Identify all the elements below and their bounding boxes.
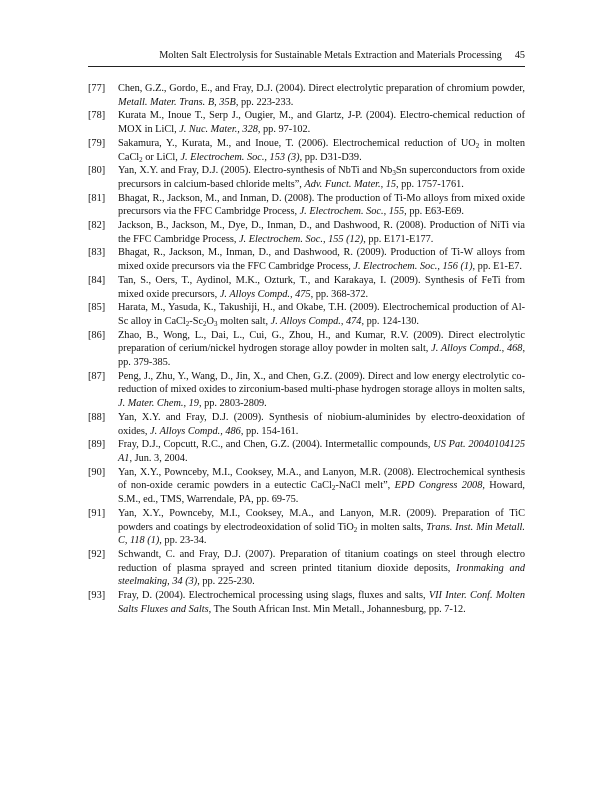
reference-item: [88, 438, 525, 465]
reference-label: [88]: [88, 411, 106, 423]
header-rule: [88, 66, 525, 67]
reference-text: Zhao, B., Wong, L., Dai, L., Cui, G., Zhou, H., and Kumar, R.V. (2009). Direct electrolytic preparation of cerium/nickel hydrogen storage alloy powder in molten salt, J. Alloys Compd., 468, pp. 379-385.: [118, 329, 526, 369]
reference-text: Schwandt, C. and Fray, D.J. (2007). Preparation of titanium coatings on steel through electro reduction of plasma sprayed and screen printed titanium dioxide deposits, Ironmaking and steelmaking, 34 (3), pp. 225-230.: [118, 548, 525, 588]
reference-text: Yan, X.Y. and Fray, D.J. (2005). Electro-synthesis of NbTi and $Nb_3Sn$ superconductors from oxide precursors in calcium-based chloride melts”, Adv. Funct. Mater., 15, pp. 1757-1761.: [118, 165, 526, 190]
reference-item: [88, 192, 525, 219]
reference-label: [87]: [88, 370, 106, 382]
reference-text: Fray, D.J., Copcutt, R.C., and Chen, G.Z. (2004). Intermetallic compounds, US Pat. 20040104125 A1, Jun. 3, 2004.: [118, 439, 525, 464]
reference-text: Harata, M., Yasuda, K., Takushiji, H., and Okabe, T.H. (2009). Electrochemical production of Al-Sc alloy in $CaCl_2-Sc_2O_3$ molten salt, J. Alloys Compd., 474, pp. 124-130.: [118, 302, 525, 328]
reference-label: [86]: [88, 329, 106, 341]
page-header: [88, 50, 525, 62]
reference-text: Chen, G.Z., Gordo, E., and Fray, D.J. (2004). Direct electrolytic preparation of chromium powder, Metall. Mater. Trans. B, 35B, pp. 223-233.: [118, 83, 525, 108]
reference-item: [88, 246, 525, 273]
reference-text: Sakamura, Y., Kurata, M., and Inoue, T. (2006). Electrochemical reduction of $UO_2$ in molten CaCl$_2$ or LiCl, J. Electrochem. Soc., 153 (3), pp. D31-D39.: [118, 137, 525, 164]
reference-item: [88, 137, 525, 164]
reference-text: Jackson, B., Jackson, M., Dye, D., Inman, D., and Dashwood, R. (2008). Production of NiTi via the FFC Cambridge Process, J. Electrochem. Soc., 155 (12), pp. E171-E177.: [118, 220, 525, 245]
reference-item: [88, 82, 525, 109]
reference-text: Yan, X.Y. and Fray, D.J. (2009). Synthesis of niobium-aluminides by electro-deoxidation of oxides, J. Alloys Compd., 486, pp. 154-161.: [118, 411, 525, 437]
reference-item: [88, 507, 525, 548]
reference-label: [93]: [88, 590, 106, 602]
reference-label: [82]: [88, 220, 106, 232]
reference-text: Yan, X.Y., Pownceby, M.I., Cooksey, M.A., and Lanyon, M.R. (2009). Preparation of TiC powders and coatings by electrodeoxidation of solid TiO$_2$ in molten salts, Trans. Inst. Min Metall. C, 118 (1), pp. 23-34.: [118, 507, 525, 547]
running-head-title: Molten Salt Electrolysis for Sustainable Metals Extraction and Materials Processing: [159, 50, 502, 61]
reference-text: Peng, J., Zhu, Y., Wang, D., Jin, X., and Chen, G.Z. (2009). Direct and low energy electrolytic co-reduction of mixed oxides to zirconium-based multi-phase hydrogen storage alloys in molten salts, J. Mater. Chem., 19, pp. 2803-2809.: [118, 370, 525, 410]
reference-label: [78]: [88, 110, 106, 122]
reference-text: Bhagat, R., Jackson, M., Inman, D., and Dashwood, R. (2009). Production of Ti-W alloys from mixed oxide precursors via the FFC Cambridge Process, J. Electrochem. Soc., 156 (1), pp. E1-E7.: [118, 247, 525, 273]
reference-label: [84]: [88, 274, 106, 286]
reference-label: [89]: [88, 439, 106, 451]
reference-text: Bhagat, R., Jackson, M., and Inman, D. (2008). The production of Ti-Mo alloys from mixed oxide precursors via the FFC Cambridge Process, J. Electrochem. Soc., 155, pp. E63-E69.: [118, 192, 525, 218]
reference-label: [81]: [88, 192, 106, 204]
page-number: 45: [514, 50, 525, 61]
reference-item: [88, 466, 525, 507]
reference-item: [88, 301, 525, 328]
reference-item: [88, 219, 525, 246]
reference-label: [77]: [88, 83, 106, 94]
reference-label: [92]: [88, 548, 106, 560]
reference-item: [88, 329, 525, 370]
reference-item: [88, 274, 525, 301]
reference-text: Kurata M., Inoue T., Serp J., Ougier, M., and Glartz, J-P. (2004). Electro-chemical reduction of MOX in LiCl, J. Nuc. Mater., 328, pp. 97-102.: [118, 110, 525, 136]
reference-label: [85]: [88, 302, 106, 314]
reference-item: [88, 164, 525, 191]
reference-item: [88, 370, 525, 411]
reference-label: [83]: [88, 247, 106, 259]
reference-text: Fray, D. (2004). Electrochemical processing using slags, fluxes and salts, VII Inter. Conf. Molten Salts Fluxes and Salts, The South African Inst. Min Metall., Johannesburg, pp. 7-12.: [118, 590, 525, 615]
reference-label: [79]: [88, 137, 106, 149]
reference-item: [88, 411, 525, 438]
reference-text: Tan, S., Oers, T., Aydinol, M.K., Ozturk, T., and Karakaya, I. (2009). Synthesis of FeTi from mixed oxide precursors, J. Alloys Compd., 475, pp. 368-372.: [118, 274, 525, 300]
reference-item: [88, 589, 525, 616]
reference-label: [90]: [88, 466, 106, 478]
reference-label: [80]: [88, 165, 106, 177]
reference-item: [88, 109, 525, 136]
references-list: [88, 82, 525, 616]
reference-item: [88, 548, 525, 589]
page-content: [88, 50, 525, 616]
reference-label: [91]: [88, 507, 106, 519]
reference-text: Yan, X.Y., Pownceby, M.I., Cooksey, M.A., and Lanyon, M.R. (2008). Electrochemical synthesis of non-oxide ceramic powders in a eutectic CaCl$_2$-NaCl melt”, EPD Congress 2008, Howard, S.M., ed., TMS, Warrendale, PA, pp. 69-75.: [118, 466, 525, 506]
